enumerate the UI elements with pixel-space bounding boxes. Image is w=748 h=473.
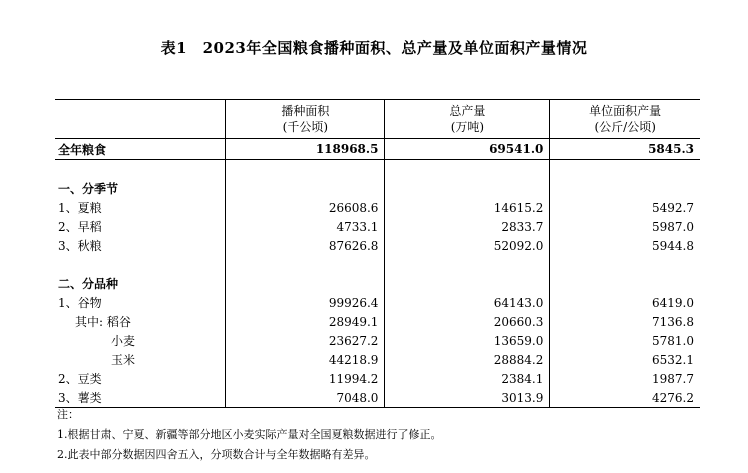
table-row-total — [55, 139, 700, 160]
cell-area: 99926.4 — [226, 293, 385, 312]
note-1: 1.根据甘肃、宁夏、新疆等部分地区小麦实际产量对全国夏粮数据进行了修正。 — [57, 428, 442, 441]
cell-yield: 5987.0 — [550, 217, 700, 236]
row-label: 3、秋粮 — [58, 239, 102, 253]
header-yield-label: 单位面积产量 — [589, 104, 662, 118]
header-row — [55, 100, 700, 139]
cell-yield: 6532.1 — [550, 350, 700, 369]
header-output-label: 总产量 — [449, 104, 486, 118]
spacer-row — [55, 255, 700, 274]
table-title: 表1 2023年全国粮食播种面积、总产量及单位面积产量情况 — [160, 39, 588, 57]
cell-output: 2833.7 — [385, 217, 550, 236]
header-yield-unit: (公斤/公顷) — [594, 120, 656, 134]
header-area — [226, 100, 385, 139]
table-row-autumn — [55, 236, 700, 255]
cell-area: 87626.8 — [226, 236, 385, 255]
cell-output: 3013.9 — [385, 388, 550, 408]
section-header-variety — [55, 274, 700, 293]
row-label: 其中: 稻谷 — [75, 315, 131, 329]
table-row-summer — [55, 198, 700, 217]
grain-table — [55, 99, 700, 408]
cell-area: 44218.9 — [226, 350, 385, 369]
row-label: 全年粮食 — [55, 139, 226, 160]
table-row-wheat — [55, 331, 700, 350]
cell-area: 23627.2 — [226, 331, 385, 350]
cell-output: 69541.0 — [385, 139, 550, 160]
cell-output: 28884.2 — [385, 350, 550, 369]
header-output-unit: (万吨) — [450, 120, 485, 134]
header-area-label: 播种面积 — [281, 104, 330, 118]
table-row-cereal — [55, 293, 700, 312]
row-label: 玉米 — [111, 353, 136, 367]
note-2: 2.此表中部分数据因四舍五入，分项数合计与全年数据略有差异。 — [57, 448, 376, 461]
table-row-corn — [55, 350, 700, 369]
spacer-row — [55, 160, 700, 180]
row-label: 1、夏粮 — [58, 201, 102, 215]
notes-heading: 注： — [57, 408, 79, 421]
cell-yield: 7136.8 — [550, 312, 700, 331]
header-output — [385, 100, 550, 139]
cell-output: 2384.1 — [385, 369, 550, 388]
cell-area: 11994.2 — [226, 369, 385, 388]
cell-output: 52092.0 — [385, 236, 550, 255]
row-label: 1、谷物 — [58, 296, 102, 310]
cell-yield: 6419.0 — [550, 293, 700, 312]
cell-output: 14615.2 — [385, 198, 550, 217]
section-label: 二、分品种 — [58, 277, 119, 291]
cell-output: 13659.0 — [385, 331, 550, 350]
table-row-rice — [55, 312, 700, 331]
table-row-beans — [55, 369, 700, 388]
section-label: 一、分季节 — [58, 182, 119, 196]
cell-yield: 1987.7 — [550, 369, 700, 388]
cell-yield: 5781.0 — [550, 331, 700, 350]
row-label: 小麦 — [111, 334, 136, 348]
header-blank — [55, 100, 226, 139]
cell-area: 118968.5 — [226, 139, 385, 160]
cell-area: 28949.1 — [226, 312, 385, 331]
row-label: 2、豆类 — [58, 372, 102, 386]
table-row-early-rice — [55, 217, 700, 236]
header-yield — [550, 100, 700, 139]
row-label: 2、早稻 — [58, 220, 102, 234]
cell-yield: 4276.2 — [550, 388, 700, 408]
section-header-season — [55, 179, 700, 198]
cell-yield: 5944.8 — [550, 236, 700, 255]
cell-output: 20660.3 — [385, 312, 550, 331]
cell-area: 4733.1 — [226, 217, 385, 236]
table-notes — [57, 405, 442, 465]
cell-yield: 5845.3 — [550, 139, 700, 160]
header-area-unit: (千公顷) — [282, 120, 329, 134]
cell-output: 64143.0 — [385, 293, 550, 312]
cell-area: 7048.0 — [226, 388, 385, 408]
cell-yield: 5492.7 — [550, 198, 700, 217]
cell-area: 26608.6 — [226, 198, 385, 217]
row-label: 3、薯类 — [55, 388, 226, 408]
